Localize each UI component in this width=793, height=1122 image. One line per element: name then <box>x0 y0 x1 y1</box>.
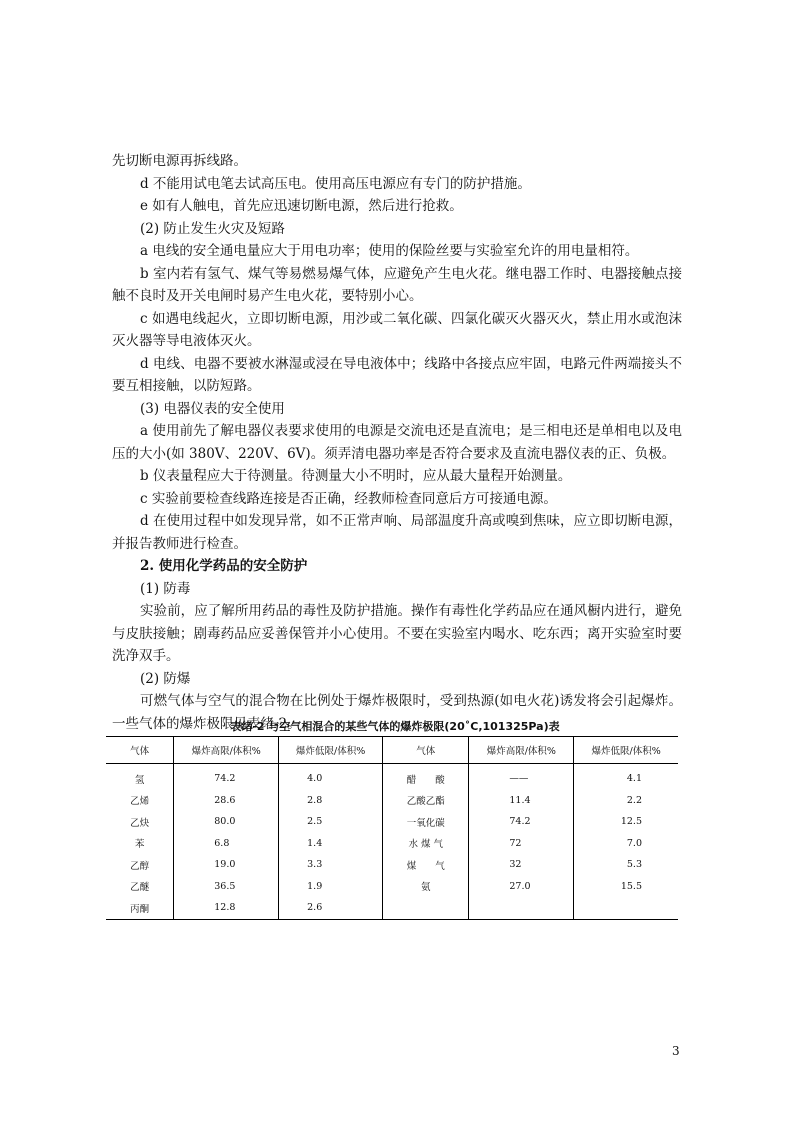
table-row <box>106 897 678 919</box>
paragraph: 可燃气体与空气的混合物在比例处于爆炸极限时，受到热源(如电火花)诱发将会引起爆炸。一些气体的爆炸极限见表绪-2。 <box>112 693 682 732</box>
paragraph: e 如有人触电，首先应迅速切断电源，然后进行抢救。 <box>140 198 463 214</box>
cell-upper-limit <box>469 897 574 919</box>
cell-gas-name: 苯 <box>134 839 145 851</box>
cell-upper-limit: 32 <box>469 854 574 876</box>
paragraph: (2) 防止发生火灾及短路 <box>140 220 285 237</box>
paragraph: (2) 防爆 <box>140 670 191 687</box>
paragraph: d 不能用试电笔去试高压电。使用高压电源应有专门的防护措施。 <box>140 175 531 192</box>
cell-gas-name: 乙炔 <box>130 817 150 829</box>
cell-lower-limit <box>574 897 678 919</box>
table-caption: 表绪-2 与空气相混合的某些气体的爆炸极限(20˚C,101325Pa)表 <box>230 720 560 733</box>
header-gas-1: 气体 <box>106 737 174 764</box>
paragraph: d 在使用过程中如发现异常，如不正常声响、局部温度升高或嗅到焦味，应立即切断电源，并报告教师进行检查。 <box>112 513 682 552</box>
body-text <box>112 150 682 735</box>
cell-gas-name <box>383 897 469 919</box>
cell-gas-name: 煤 气 <box>383 854 469 876</box>
table-row <box>106 833 678 855</box>
cell-upper-limit: 72 <box>469 833 574 855</box>
cell-gas-name: 乙烯 <box>130 796 150 808</box>
header-lower-1: 爆炸低限/体积% <box>279 737 383 764</box>
cell-gas-name: 醋 酸 <box>383 764 469 790</box>
cell-lower-limit: 15.5 <box>574 876 678 898</box>
paragraph: a 使用前先了解电器仪表要求使用的电源是交流电还是直流电；是三相电还是单相电以及电压的大小(如 380V、220V、6V)。须弄清电器功率是否符合要求及直流电器仪表的正、负极。 <box>112 423 682 462</box>
cell-upper-limit: —— <box>469 764 574 790</box>
cell-lower-limit: 2.8 <box>279 790 383 812</box>
cell-lower-limit: 4.0 <box>279 764 383 790</box>
cell-lower-limit: 3.3 <box>279 854 383 876</box>
section-heading: 2. 使用化学药品的安全防护 <box>140 558 308 574</box>
cell-lower-limit: 1.4 <box>279 833 383 855</box>
cell-lower-limit: 12.5 <box>574 811 678 833</box>
cell-upper-limit: 80.0 <box>174 811 279 833</box>
cell-lower-limit: 7.0 <box>574 833 678 855</box>
paragraph: b 室内若有氢气、煤气等易燃易爆气体，应避免产生电火花。继电器工作时、电器接触点接触不良时及开关电闸时易产生电火花，要特别小心。 <box>112 265 682 304</box>
cell-gas-name: 乙醇 <box>130 860 150 872</box>
cell-upper-limit: 12.8 <box>174 897 279 919</box>
cell-upper-limit: 28.6 <box>174 790 279 812</box>
cell-lower-limit: 4.1 <box>574 764 678 790</box>
table-row <box>106 854 678 876</box>
page-number: 3 <box>672 1044 680 1058</box>
header-upper-2: 爆炸高限/体积% <box>469 737 574 764</box>
table-header-row <box>106 737 678 764</box>
paragraph: c 如遇电线起火，立即切断电源，用沙或二氧化碳、四氯化碳灭火器灭火，禁止用水或泡沫灭火器等导电液体灭火。 <box>112 310 682 349</box>
cell-upper-limit: 36.5 <box>174 876 279 898</box>
cell-upper-limit: 11.4 <box>469 790 574 812</box>
paragraph: a 电线的安全通电量应大于用电功率；使用的保险丝要与实验室允许的用电量相符。 <box>140 243 639 259</box>
paragraph: d 电线、电器不要被水淋湿或浸在导电液体中；线路中各接点应牢固，电路元件两端接头不要互相接触，以防短路。 <box>112 355 682 394</box>
paragraph: c 实验前要检查线路连接是否正确，经教师检查同意后方可接通电源。 <box>140 490 557 507</box>
paragraph: (3) 电器仪表的安全使用 <box>140 400 285 417</box>
explosion-limits-table <box>106 736 678 920</box>
cell-lower-limit: 2.5 <box>279 811 383 833</box>
cell-gas-name: 丙酮 <box>130 903 150 915</box>
table-row <box>106 764 678 790</box>
cell-gas-name: 一氧化碳 <box>383 811 469 833</box>
cell-gas-name: 水 煤 气 <box>383 833 469 855</box>
table-row <box>106 876 678 898</box>
cell-lower-limit: 5.3 <box>574 854 678 876</box>
cell-lower-limit: 2.2 <box>574 790 678 812</box>
cell-upper-limit: 74.2 <box>174 764 279 790</box>
cell-upper-limit: 74.2 <box>469 811 574 833</box>
header-upper-1: 爆炸高限/体积% <box>174 737 279 764</box>
paragraph: 先切断电源再拆线路。 <box>112 153 247 169</box>
paragraph: (1) 防毒 <box>140 580 191 597</box>
cell-upper-limit: 6.8 <box>174 833 279 855</box>
cell-upper-limit: 27.0 <box>469 876 574 898</box>
table-row <box>106 811 678 833</box>
paragraph: 实验前，应了解所用药品的毒性及防护措施。操作有毒性化学药品应在通风橱内进行，避免与皮肤接触；剧毒药品应妥善保管并小心使用。不要在实验室内喝水、吃东西；离开实验室时要洗净双手。 <box>112 603 682 664</box>
cell-lower-limit: 1.9 <box>279 876 383 898</box>
cell-upper-limit: 19.0 <box>174 854 279 876</box>
cell-gas-name: 氨 <box>383 876 469 898</box>
paragraph: b 仪表量程应大于待测量。待测量大小不明时，应从最大量程开始测量。 <box>140 468 572 484</box>
header-gas-2: 气体 <box>383 737 469 764</box>
cell-gas-name: 乙醚 <box>130 882 150 894</box>
cell-gas-name: 乙酸乙酯 <box>383 790 469 812</box>
cell-lower-limit: 2.6 <box>279 897 383 919</box>
table-row <box>106 790 678 812</box>
cell-gas-name: 氢 <box>134 774 145 786</box>
header-lower-2: 爆炸低限/体积% <box>574 737 678 764</box>
